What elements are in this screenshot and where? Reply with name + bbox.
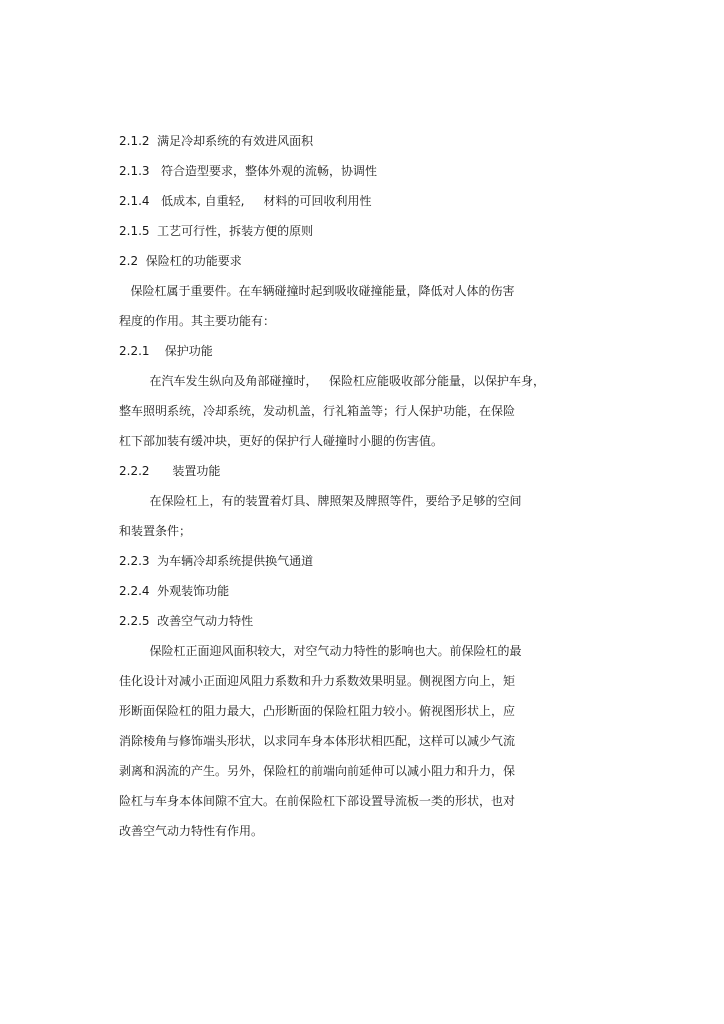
paragraph-line: 形断面保险杠的阻力最大，凸形断面的保险杠阻力较小。俯视图形状上，应 [119, 704, 516, 718]
heading-2-2-3: 2.2.3 为车辆冷却系统提供换气通道 [119, 554, 314, 568]
heading-2-2-5: 2.2.5 改善空气动力特性 [119, 614, 254, 628]
paragraph-line: 险杠与车身本体间隙不宜大。在前保险杠下部设置导流板一类的形状，也对 [119, 794, 516, 808]
heading-2-2-2: 2.2.2 装置功能 [119, 464, 221, 478]
heading-2-1-3: 2.1.3 符合造型要求，整体外观的流畅，协调性 [119, 164, 377, 178]
paragraph-line: 剥离和涡流的产生。另外，保险杠的前端向前延伸可以减小阻力和升力，保 [119, 764, 516, 778]
heading-2-1-2: 2.1.2 满足冷却系统的有效进风面积 [119, 134, 314, 148]
section-heading-2-2: 2.2 保险杠的功能要求 [119, 254, 242, 268]
paragraph-line: 在汽车发生纵向及角部碰撞时， 保险杠应能吸收部分能量，以保护车身， [119, 374, 545, 388]
heading-2-2-4: 2.2.4 外观装饰功能 [119, 584, 230, 598]
paragraph-line: 程度的作用。其主要功能有： [119, 314, 276, 328]
paragraph-line: 改善空气动力特性有作用。 [119, 824, 264, 838]
heading-2-1-5: 2.1.5 工艺可行性，拆装方便的原则 [119, 224, 314, 238]
paragraph-line: 整车照明系统，冷却系统，发动机盖，行礼箱盖等；行人保护功能，在保险 [119, 404, 516, 418]
paragraph-line: 消除棱角与修饰端头形状，以求同车身本体形状相匹配，这样可以减少气流 [119, 734, 516, 748]
paragraph-line: 和装置条件； [119, 524, 192, 538]
paragraph-line: 杠下部加装有缓冲块，更好的保护行人碰撞时小腿的伤害值。 [119, 434, 444, 448]
heading-2-2-1: 2.2.1 保护功能 [119, 344, 213, 358]
paragraph-line: 在保险杠上，有的装置着灯具、牌照架及牌照等件，要给予足够的空间 [119, 494, 522, 508]
paragraph-line: 保险杠正面迎风面积较大，对空气动力特性的影响也大。前保险杠的最 [119, 644, 522, 658]
paragraph-line: 保险杠属于重要件。在车辆碰撞时起到吸收碰撞能量，降低对人体的伤害 [119, 284, 515, 298]
heading-2-1-4: 2.1.4 低成本, 自重轻, 材料的可回收利用性 [119, 194, 372, 208]
paragraph-line: 佳化设计对减小正面迎风阻力系数和升力系数效果明显。侧视图方向上，矩 [119, 674, 516, 688]
